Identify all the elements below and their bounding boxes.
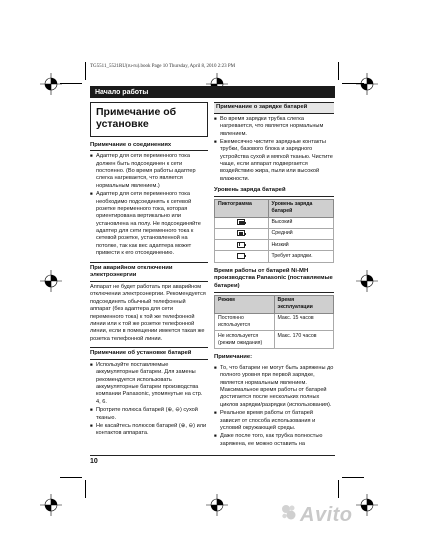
column-header: Режим bbox=[215, 295, 275, 313]
table-row bbox=[215, 331, 334, 349]
battery-level-table bbox=[214, 199, 334, 263]
column-header: Время эксплуатации bbox=[274, 295, 334, 313]
mode-cell: Не используется (режим ожидания) bbox=[215, 331, 275, 349]
battery-low-icon bbox=[237, 242, 245, 248]
registration-mark-mid-left bbox=[40, 270, 62, 292]
page-title-box bbox=[90, 102, 208, 137]
list-item: ■ То, что батареи не могут быть заряжены до полного уровня при первой зарядке, является нормальным явлением. Максимальное время работы от батарей достигается после нескольких полных циклов зарядки/разрядки (использования). bbox=[214, 365, 334, 409]
footer-rule bbox=[90, 455, 335, 456]
left-column bbox=[90, 102, 208, 442]
registration-mark-bottom-right bbox=[356, 494, 378, 516]
table-row bbox=[215, 251, 334, 262]
list-item: ■ Используйте поставляемые аккумуляторные батареи. Для замены рекомендуется использовать аккумуляторные батареи производства компании Panasonic, упомянутые на стр. 4, 6. bbox=[90, 362, 208, 406]
battery-install-heading: Примечание об установке батарей bbox=[90, 347, 208, 360]
crop-line bbox=[342, 83, 364, 84]
battery-level-heading: Уровень заряда батарей bbox=[214, 187, 334, 197]
table-row bbox=[215, 228, 334, 239]
mode-cell: Постоянно используется bbox=[215, 313, 275, 331]
note-heading: Примечание: bbox=[214, 354, 253, 361]
battery-empty-icon bbox=[237, 253, 245, 259]
list-item: ■ Адаптер для сети переменного тока должен быть подсоединен к сети постоянно. (Во время работы адаптер слегка нагревается, что является нормальным явлением.) bbox=[90, 153, 208, 190]
list-item: ■ Адаптер для сети переменного тока необходимо подсоединять к сетевой розетке переменного тока, которая ориентирована вертикально или установлена на полу. Не подсоединяйте адаптер для сети переменного тока к сетевой розетке, установленной на потолке, так как вес адаптера может привести к его отсоединению. bbox=[90, 191, 208, 257]
watermark-logo-icon bbox=[280, 503, 298, 521]
registration-mark-bottom-center bbox=[206, 494, 228, 516]
crop-line bbox=[85, 480, 86, 498]
list-item: ■ Реальное время работы от батарей зависит от способа использования и условий окружающей среды. bbox=[214, 410, 334, 432]
battery-full-icon bbox=[237, 219, 245, 225]
connections-heading: Примечание о соединениях bbox=[90, 142, 208, 152]
section-header-bar bbox=[90, 86, 335, 98]
list-item: ■ Не касайтесь полюсов батарей (⊕, ⊖) или контактов аппарата. bbox=[90, 423, 208, 438]
page-title: Примечание об установке bbox=[96, 106, 177, 130]
registration-mark-top-left bbox=[40, 73, 62, 95]
section-header-title: Начало работы bbox=[95, 88, 149, 96]
charging-list bbox=[214, 116, 334, 183]
table-header-row bbox=[215, 295, 334, 313]
registration-mark-mid-right bbox=[356, 270, 378, 292]
time-cell: Макс. 15 часов bbox=[274, 313, 334, 331]
table-header-row bbox=[215, 199, 334, 217]
crop-line bbox=[338, 62, 339, 80]
list-item: ■ Даже после того, как трубка полностью заряжена, ее можно оставить на bbox=[214, 433, 334, 448]
list-item: ■ Протрите полюса батарей (⊕, ⊖) сухой тканью. bbox=[90, 407, 208, 422]
list-item: ■ Во время зарядки трубка слегка нагревается, что является нормальным явлением. bbox=[214, 116, 334, 138]
battery-install-list bbox=[90, 362, 208, 438]
time-cell: Макс. 170 часов bbox=[274, 331, 334, 349]
crop-line bbox=[60, 83, 82, 84]
column-header: Пиктограмма bbox=[215, 199, 269, 217]
page-number: 10 bbox=[90, 458, 98, 465]
list-item: ■ Ежемесячно чистите зарядные контакты трубки, базового блока и зарядного устройства сухой и мягкой тканью. Чистите чаще, если аппарат подвергается воздействию жира, пыли или высокой влажности. bbox=[214, 139, 334, 183]
note-list bbox=[214, 365, 334, 448]
crop-line bbox=[85, 62, 86, 80]
connections-list bbox=[90, 153, 208, 257]
level-label: Высокий bbox=[268, 217, 333, 228]
level-label: Требует зарядки. bbox=[268, 251, 333, 262]
level-label: Низкий bbox=[268, 240, 333, 251]
table-row bbox=[215, 217, 334, 228]
right-column bbox=[214, 102, 334, 452]
column-header: Уровень заряда батарей bbox=[268, 199, 333, 217]
battery-life-heading: Время работы от батарей Ni-MH производства Panasonic (поставляемые батареи) bbox=[214, 268, 334, 293]
power-outage-text: Аппарат не будет работать при аварийном отключении электроэнергии. Рекомендуется подсоединять обычный телефонный аппарат (без адаптера для сети переменного тока) к той же телефонной линии или к той же розетке телефонной линии, если в помещении имеется такая же розетка телефонной линии. bbox=[90, 284, 206, 342]
registration-mark-bottom-left bbox=[40, 494, 62, 516]
power-outage-heading: При аварийном отключении электроэнергии bbox=[90, 262, 208, 283]
crop-line bbox=[342, 477, 364, 478]
table-row bbox=[215, 240, 334, 251]
printer-slug: TG5511_5521RU(ru-ru).book Page 10 Thursday, April 8, 2010 2:23 PM bbox=[90, 64, 236, 69]
table-row bbox=[215, 313, 334, 331]
crop-line bbox=[60, 477, 82, 478]
charging-heading: Примечание о зарядке батарей bbox=[214, 102, 334, 114]
level-label: Средний bbox=[268, 228, 333, 239]
battery-life-table bbox=[214, 295, 334, 349]
registration-mark-top-right bbox=[356, 73, 378, 95]
watermark-text: Avito bbox=[300, 504, 353, 526]
crop-line bbox=[338, 480, 339, 498]
battery-medium-icon bbox=[237, 230, 245, 236]
